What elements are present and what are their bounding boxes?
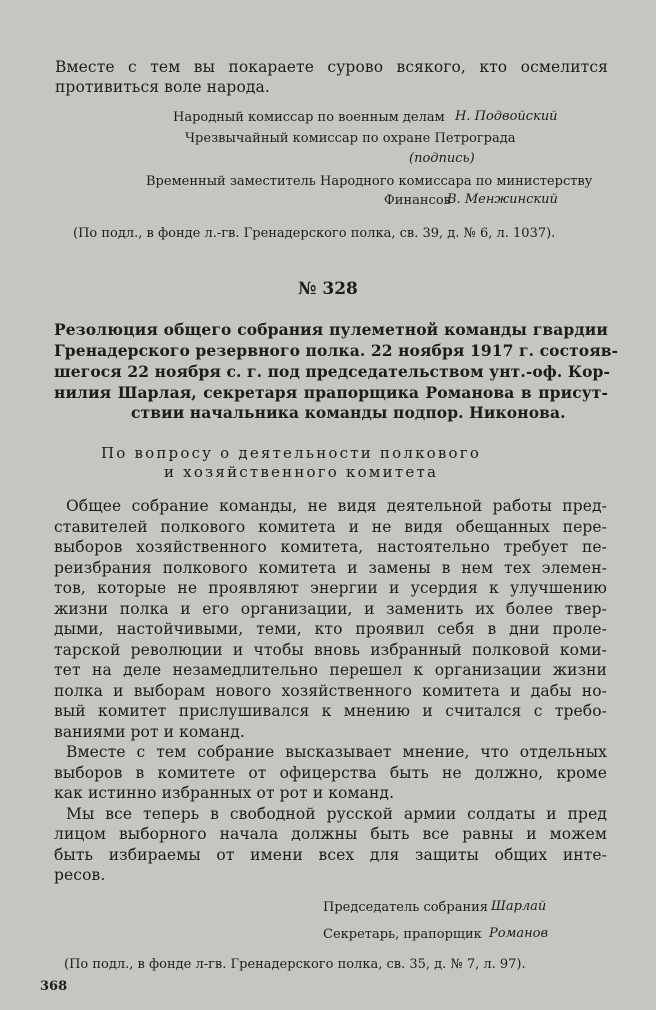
body-line: реизбрания полкового комитета и замены в нем тех элемен-: [54, 559, 607, 577]
signature-2-note: (подпись): [409, 151, 475, 166]
body-line: дыми, настойчивыми, теми, кто проявил себя в дни проле-: [54, 620, 607, 638]
heading-line-2: Гренадерского резервного полка. 22 ноября 1917 г. состояв-: [54, 341, 619, 360]
body-line: лицом выборного начала должны быть все равны и можем: [54, 825, 607, 843]
body-line: быть избираемы от имени всех для защиты общих инте-: [54, 846, 607, 864]
body-line: ваниями рот и команд.: [54, 723, 245, 741]
source-citation-bottom: (По подл., в фонде л-гв. Гренадерского полка, св. 35, д. № 7, л. 97).: [64, 957, 526, 972]
body-line: вый комитет прислушивался к мнению и считался с требо-: [54, 702, 607, 720]
body-line: выборов в комитете от офицерства быть не должно, кроме: [54, 764, 607, 782]
heading-line-5: ствии начальника команды подпор. Никонова.: [131, 403, 566, 422]
body-line: полка и выборам нового хозяйственного комитета и дабы но-: [54, 682, 607, 700]
body-line: тет на деле незамедлительно перешел к организации жизни: [54, 661, 607, 679]
body-line: как истинно избранных от рот и команд.: [54, 784, 395, 802]
body-line: Мы все теперь в свободной русской армии солдаты и пред: [66, 805, 607, 823]
chair-name: Шарлай: [491, 899, 547, 914]
source-citation-top: (По подл., в фонде л.-гв. Гренадерского полка, св. 39, д. № 6, л. 1037).: [73, 226, 556, 241]
heading-line-1: Резолюция общего собрания пулеметной команды гвардии: [54, 320, 608, 339]
intro-line-1: Вместе с тем вы покараете сурово всякого, кто осмелится: [55, 58, 608, 76]
signature-3-name: В. Менжинский: [447, 192, 558, 207]
subheading-line-1: По вопросу о деятельности полкового: [101, 444, 482, 462]
heading-line-3: шегося 22 ноября с. г. под председательством унт.-оф. Кор-: [54, 362, 610, 381]
signature-2-title: Чрезвычайный комиссар по охране Петрограда: [185, 131, 516, 146]
body-line: тарской революции и чтобы вновь избранный полковой коми-: [54, 641, 607, 659]
body-line: тов, которые не проявляют энергии и усердия к улучшению: [54, 579, 607, 597]
document-number: № 328: [298, 279, 358, 299]
signature-3-title-cont: Финансов: [384, 193, 451, 208]
intro-line-2: противиться воле народа.: [55, 78, 270, 96]
signature-3-title: Временный заместитель Народного комиссара по министерству: [146, 174, 593, 189]
body-line: выборов хозяйственного комитета, настоятельно требует пе-: [54, 538, 607, 556]
body-line: жизни полка и его организации, и заменить их более твер-: [54, 600, 607, 618]
subheading-line-2: и хозяйственного комитета: [164, 463, 439, 481]
secretary-title: Секретарь, прапорщик: [323, 927, 482, 942]
body-line: Вместе с тем собрание высказывает мнение, что отдельных: [66, 743, 607, 761]
heading-line-4: нилия Шарлая, секретаря прапорщика Романова в присут-: [54, 383, 608, 402]
body-line: ставителей полкового комитета и не видя обещанных пере-: [54, 518, 607, 536]
body-line: Общее собрание команды, не видя деятельной работы пред-: [66, 497, 607, 515]
chair-title: Председатель собрания: [323, 900, 488, 915]
secretary-name: Романов: [489, 926, 549, 941]
body-line: ресов.: [54, 866, 106, 884]
signature-1-title: Народный комиссар по военным делам: [173, 110, 445, 125]
page-number: 368: [40, 979, 68, 994]
signature-1-name: Н. Подвойский: [455, 109, 558, 124]
